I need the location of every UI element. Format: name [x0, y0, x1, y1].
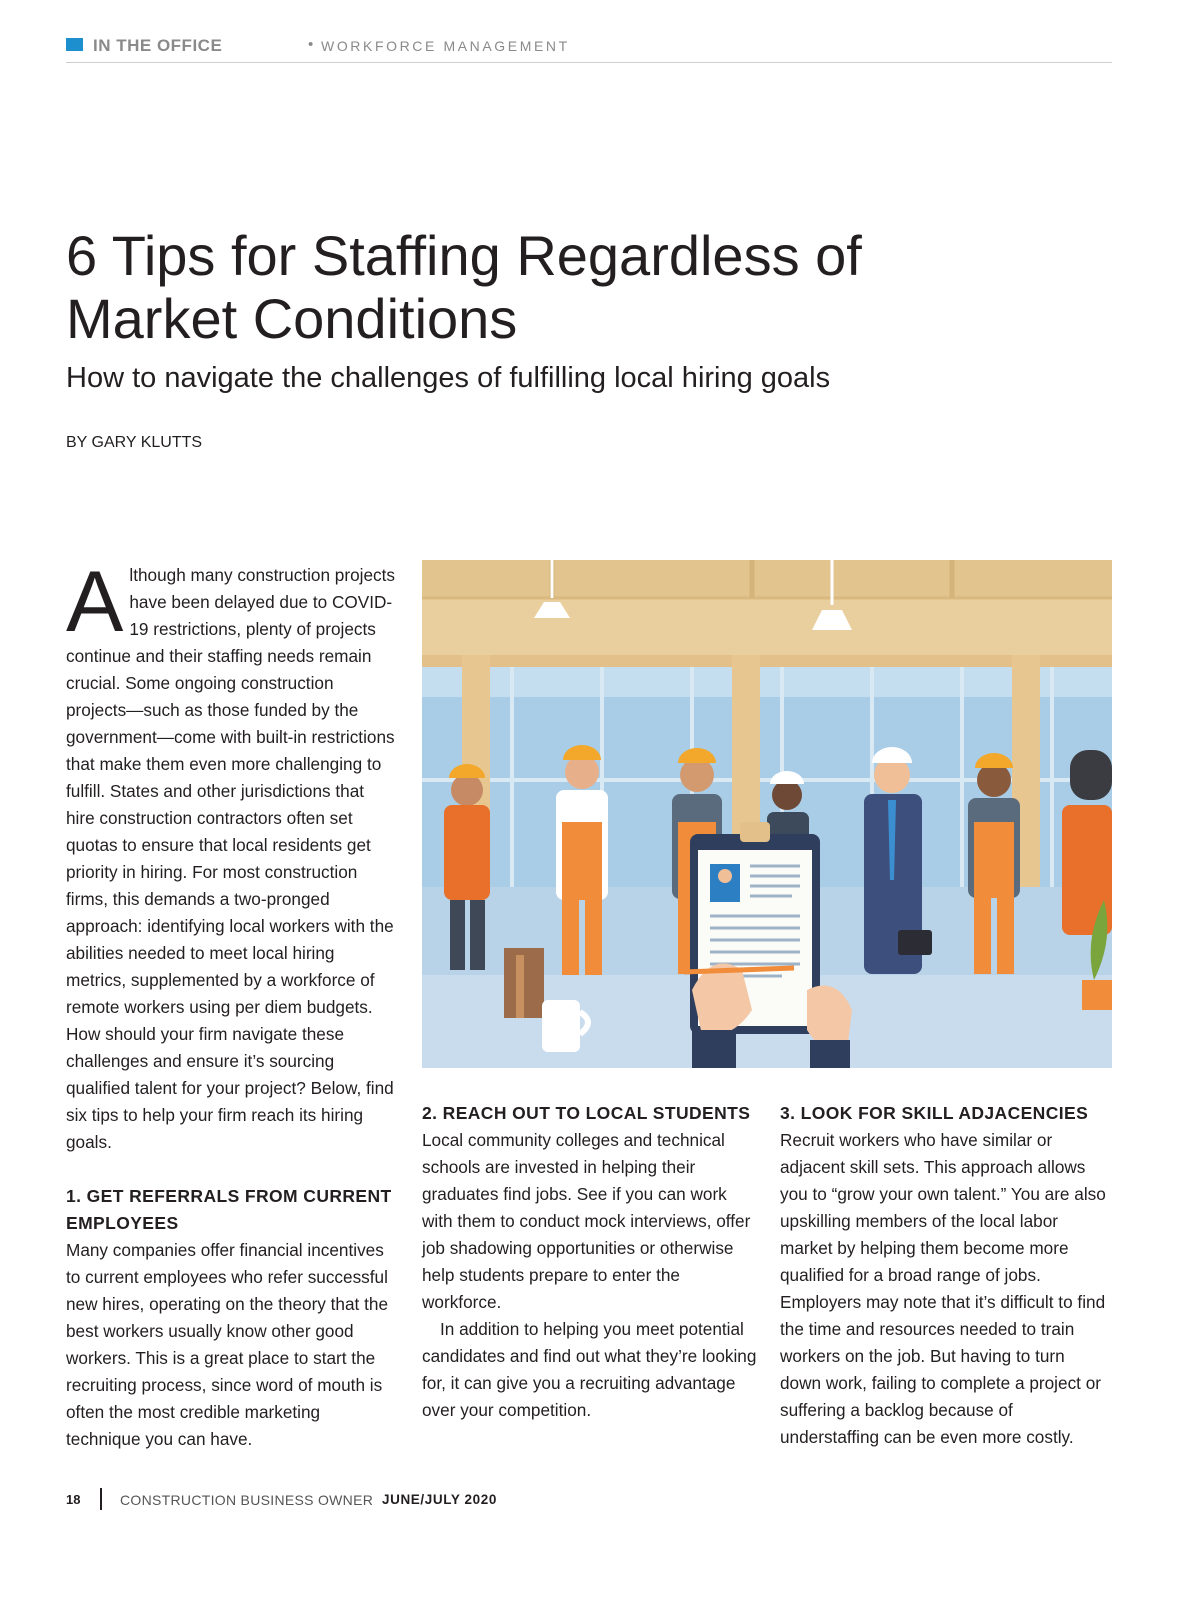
intro-paragraph: [66, 554, 396, 1156]
drop-cap: A: [66, 554, 124, 650]
section-1-paragraph: Many companies offer financial incentives to current employees who refer successful new hires, operating on the theory that the best workers usually know other good workers. This is a great place to start the recruiting process, since word of mouth is often the most credible marketing technique you can have.: [66, 1240, 388, 1449]
section-separator: •: [308, 36, 314, 53]
page-number: 18: [66, 1492, 81, 1507]
section-header: [66, 36, 1112, 63]
construction-workers-illustration: [422, 560, 1112, 1068]
publication-name: CONSTRUCTION BUSINESS OWNER: [120, 1492, 374, 1508]
column-1: [66, 554, 396, 1453]
section-label: IN THE OFFICE: [93, 36, 223, 55]
section-topic: WORKFORCE MANAGEMENT: [321, 38, 570, 54]
footer-divider: [100, 1488, 102, 1510]
section-heading-3: 3. LOOK FOR SKILL ADJACENCIES: [780, 1103, 1089, 1123]
section-3-paragraph: Recruit workers who have similar or adjacent skill sets. This approach allows you to “grow your own talent.” You are also upskilling members of the local labor market by helping them become more qualified for a broad range of jobs. Employers may note that it’s difficult to find the time and resources needed to train workers on the job. But having to turn down work, failing to complete a project or suffering a backlog because of understaffing can be even more costly.: [780, 1130, 1106, 1447]
section-2-paragraph-1: Local community colleges and technical schools are invested in helping their graduates find jobs. See if you can work with them to conduct mock interviews, offer job shadowing opportunities or otherwise help students prepare to enter the workforce.: [422, 1130, 751, 1312]
section-color-marker: [66, 38, 83, 51]
article-subtitle: How to navigate the challenges of fulfilling local hiring goals: [66, 362, 831, 394]
section-heading-1: 1. GET REFERRALS FROM CURRENT EMPLOYEES: [66, 1186, 392, 1233]
section-heading-2: 2. REACH OUT TO LOCAL STUDENTS: [422, 1103, 751, 1123]
column-3: [780, 1100, 1110, 1451]
intro-text: lthough many construction projects have been delayed due to COVID-19 restrictions, plenty of projects continue and their staffing needs remain crucial. Some ongoing construction projects—such as those funded by the government—come with built-in restrictions that make them even more challenging to fulfill. States and other jurisdictions that hire construction contractors often set quotas to ensure that local residents get priority in hiring. For most construction firms, this demands a two-pronged approach: identifying local workers with the abilities needed to meet local hiring metrics, supplemented by a workforce of remote workers using per diem budgets. How should your firm navigate these challenges and ensure it’s sourcing qualified talent for your project? Below, find six tips to help your firm reach its hiring goals.: [66, 565, 395, 1152]
section-2-paragraph-2: In addition to helping you meet potential candidates and find out what they’re looking for, it can give you a recruiting advantage over your competition.: [422, 1319, 757, 1420]
byline: BY GARY KLUTTS: [66, 434, 203, 451]
issue-date: JUNE/JULY 2020: [382, 1492, 497, 1507]
column-2: [422, 1100, 762, 1424]
article-title: 6 Tips for Staffing Regardless of Market Conditions: [66, 224, 862, 350]
